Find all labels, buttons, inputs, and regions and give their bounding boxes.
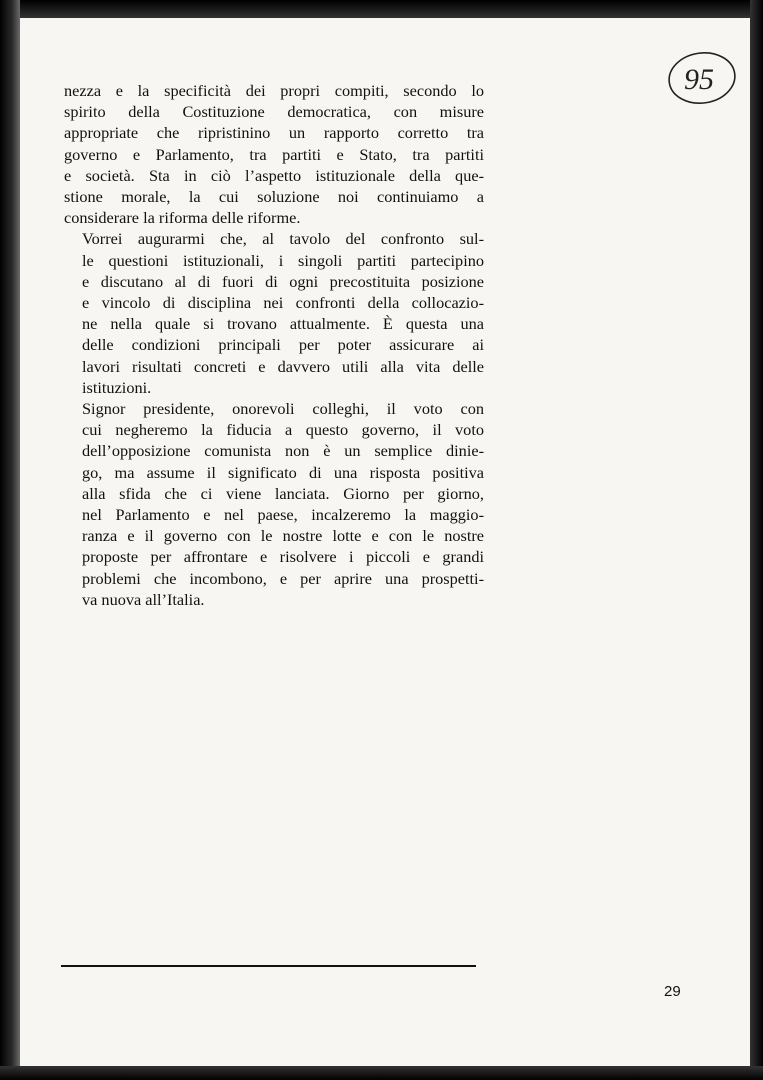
text-line: stione morale, la cui soluzione noi continuiamo a [64, 187, 484, 207]
text-line: go, ma assume il significato di una risposta positiva [82, 462, 484, 482]
text-line: ranza e il governo con le nostre lotte e con le nostre [82, 526, 484, 546]
text-line: cui negheremo la fiducia a questo governo, il voto [82, 420, 484, 440]
footer-rule [61, 965, 476, 967]
text-line: Vorrei augurarmi che, al tavolo del confronto sul- [82, 229, 484, 249]
text-line: e società. Sta in ciò l’aspetto istituzionale della que- [64, 165, 484, 185]
text-line: le questioni istituzionali, i singoli partiti partecipino [82, 250, 484, 270]
text-line: istituzioni. [82, 377, 152, 397]
text-line: proposte per affrontare e risolvere i piccoli e grandi [82, 547, 484, 567]
scan-border-left [0, 0, 20, 1080]
scan-border-right [750, 0, 763, 1080]
handwritten-page-annotation [664, 48, 740, 108]
text-line: e vincolo di disciplina nei confronti della collocazio- [82, 293, 484, 313]
paragraph-3 [64, 398, 484, 610]
text-line: delle condizioni principali per poter assicurare ai [82, 335, 484, 355]
scan-border-bottom [0, 1066, 763, 1080]
paragraph-1 [64, 80, 484, 228]
text-line: spirito della Costituzione democratica, con misure [64, 102, 484, 122]
text-line: Signor presidente, onorevoli colleghi, il voto con [82, 399, 484, 419]
text-line: lavori risultati concreti e davvero utili alla vita delle [82, 356, 484, 376]
page-number: 29 [664, 983, 681, 1000]
text-line: nezza e la specificità dei propri compiti, secondo lo [64, 81, 484, 100]
text-line: appropriate che ripristinino un rapporto corretto tra [64, 123, 484, 143]
body-text [64, 80, 484, 610]
paragraph-2 [64, 228, 484, 398]
text-line: nel Parlamento e nel paese, incalzeremo la maggio- [82, 505, 484, 525]
text-line: problemi che incombono, e per aprire una prospetti- [82, 568, 484, 588]
scan-border-top [0, 0, 763, 18]
text-line: alla sfida che ci viene lanciata. Giorno per giorno, [82, 483, 484, 503]
text-line: considerare la riforma delle riforme. [64, 208, 301, 228]
text-line: governo e Parlamento, tra partiti e Stato, tra partiti [64, 144, 484, 164]
text-line: ne nella quale si trovano attualmente. È questa una [82, 314, 484, 334]
text-line: e discutano al di fuori di ogni precostituita posizione [82, 271, 484, 291]
text-line: dell’opposizione comunista non è un semplice dinie- [82, 441, 484, 461]
svg-text:95: 95 [684, 63, 714, 96]
text-line: va nuova all’Italia. [82, 589, 205, 609]
